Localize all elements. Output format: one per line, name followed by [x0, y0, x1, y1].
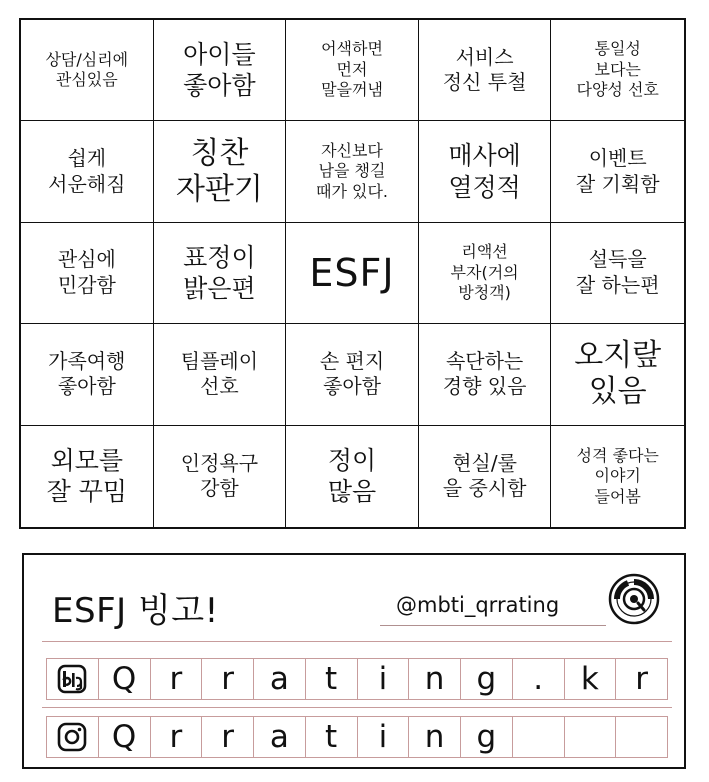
- char-slot: [565, 717, 617, 757]
- char-slot: n: [409, 717, 461, 757]
- bingo-cell: 팀플레이 선호: [154, 324, 287, 425]
- char-slot: [616, 717, 667, 757]
- bingo-cell: 상담/심리에 관심있음: [21, 20, 154, 121]
- char-slot: r: [151, 659, 203, 699]
- bingo-cell: 관심에 민감함: [21, 223, 154, 324]
- bingo-cell: 이벤트 잘 기획함: [551, 121, 684, 222]
- blog-icon: [47, 659, 99, 699]
- bingo-cell: 자신보다 남을 챙길 때가 있다.: [286, 121, 419, 222]
- char-slot: r: [635, 661, 648, 697]
- bingo-board: [19, 18, 686, 529]
- char-slot: i: [358, 717, 410, 757]
- bingo-cell: 성격 좋다는 이야기 들어봄: [576, 445, 659, 506]
- bingo-cell: 매사에 열정적: [419, 121, 552, 222]
- char-slot: Q: [99, 717, 151, 757]
- instagram-icon: [47, 717, 99, 757]
- bingo-cell: 가족여행 좋아함: [21, 324, 154, 425]
- bingo-cell: 외모를 잘 꾸밈: [21, 426, 154, 527]
- bingo-cell: 칭찬 자판기: [154, 121, 287, 222]
- guide-line: [42, 707, 672, 708]
- bingo-cell: 아이들 좋아함: [154, 20, 287, 121]
- char-slot: a: [254, 659, 306, 699]
- bingo-cell: 표정이 밝은편: [154, 223, 287, 324]
- char-slot: t: [306, 717, 358, 757]
- char-slot: g: [461, 659, 513, 699]
- char-slot: a: [254, 717, 306, 757]
- char-slot: Q: [99, 659, 151, 699]
- bingo-cell: 오지랖 있음: [551, 324, 684, 425]
- bingo-cell: 리액션 부자(거의 방청객): [419, 223, 552, 324]
- bingo-cell: 손 편지 좋아함: [286, 324, 419, 425]
- account-handle: @mbti_qrrating: [396, 593, 560, 617]
- bingo-cell: 통일성 보다는 다양성 선호: [551, 20, 684, 121]
- char-slot: r: [202, 717, 254, 757]
- bingo-cell: 설득을 잘 하는편: [551, 223, 684, 324]
- char-slot: [513, 717, 565, 757]
- char-slot: n: [409, 659, 461, 699]
- guide-line: [42, 641, 672, 642]
- char-slot: r: [202, 659, 254, 699]
- qrrating-logo-icon: [608, 573, 660, 625]
- char-slot: i: [358, 659, 410, 699]
- bingo-cell: 어색하면 먼저 말을꺼냄: [286, 20, 419, 121]
- handle-underline: [380, 625, 606, 626]
- instagram-row: [46, 716, 668, 758]
- char-slot: k: [565, 659, 617, 699]
- bingo-cell: 쉽게 서운해짐: [21, 121, 154, 222]
- bingo-cell: 속단하는 경향 있음: [419, 324, 552, 425]
- char-slot: .: [513, 659, 565, 699]
- card-title: ESFJ 빙고!: [52, 591, 219, 631]
- info-card: [22, 553, 686, 769]
- bingo-free-cell: ESFJ: [286, 223, 419, 324]
- bingo-cell: 서비스 정신 투철: [419, 20, 552, 121]
- char-slot: r: [151, 717, 203, 757]
- bingo-cell: 정이 많음: [286, 426, 419, 527]
- bingo-cell: 현실/룰 을 중시함: [419, 426, 552, 527]
- char-slot: t: [306, 659, 358, 699]
- blog-url-row: [46, 658, 668, 700]
- bingo-cell: 인정욕구 강함: [154, 426, 287, 527]
- char-slot: g: [461, 717, 513, 757]
